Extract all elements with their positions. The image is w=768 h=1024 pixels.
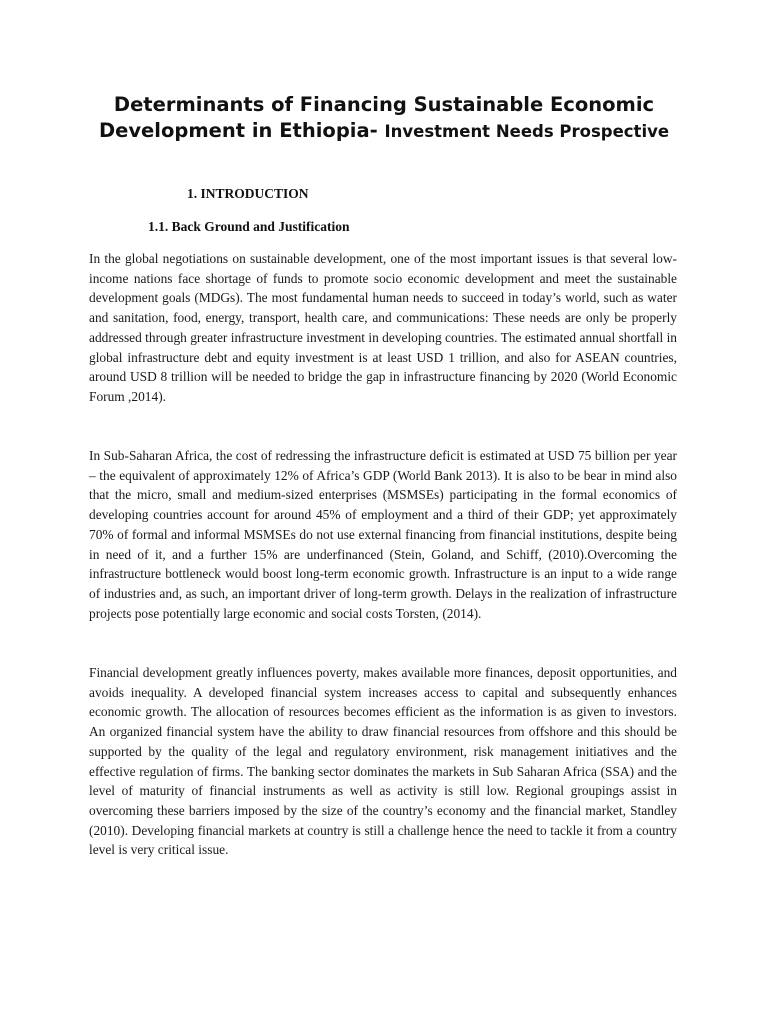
document-title [60, 92, 708, 145]
paragraph-1: In the global negotiations on sustainable development, one of the most important issues is that several low-income nations face shortage of funds to promote socio economic development and meet the sustainable development goals (MDGs). The most fundamental human needs to succeed in today’s world, such as water and sanitation, food, energy, transport, health care, and communications: These needs are only be properly addressed through greater infrastructure investment in developing countries. The estimated annual shortfall in global infrastructure debt and equity investment is at least USD 1 trillion, and also for ASEAN countries, around USD 8 trillion will be needed to bridge the gap in infrastructure financing by 2020 (World Economic Forum ,2014). [89, 251, 677, 404]
document-title-main: Determinants of Financing Sustainable Economic Development in Ethiopia- [98, 93, 655, 142]
subsection-heading: 1.1. Back Ground and Justification [148, 219, 350, 234]
document-title-sub: Investment Needs Prospective [384, 122, 670, 141]
paragraph-3: Financial development greatly influences poverty, makes available more finances, deposit opportunities, and avoids inequality. A developed financial system increases access to capital and subsequently enhances economic growth. The allocation of resources becomes efficient as the information is as given to investors. An organized financial system have the ability to draw financial resources from offshore and this should be supported by the quality of the legal and regulatory environment, risk management initiatives and the effective regulation of firms. The banking sector dominates the markets in Sub Saharan Africa (SSA) and the level of maturity of financial instruments as well as activity is still low. Regional groupings assist in overcoming these barriers imposed by the size of the country’s economy and the financial market, Standley (2010). Developing financial markets at country is still a challenge hence the need to tackle it from a country level is very critical issue. [89, 665, 677, 858]
paragraph-2: In Sub-Saharan Africa, the cost of redressing the infrastructure deficit is estimated at USD 75 billion per year – the equivalent of approximately 12% of Africa’s GDP (World Bank 2013). It is also to be bear in mind also that the micro, small and medium-sized enterprises (MSMSEs) participating in the formal economics of developing countries account for around 45% of employment and a third of their GDP; yet approximately 70% of formal and informal MSMSEs do not use external financing from financial institutions, despite being in need of it, and a further 15% are underfinanced (Stein, Goland, and Schiff, (2010).Overcoming the infrastructure bottleneck would boost long-term economic growth. Infrastructure is an input to a wide range of industries and, as such, an important driver of long-term growth. Delays in the realization of infrastructure projects pose potentially large economic and social costs Torsten, (2014). [89, 448, 677, 621]
section-heading: 1. INTRODUCTION [187, 186, 309, 201]
